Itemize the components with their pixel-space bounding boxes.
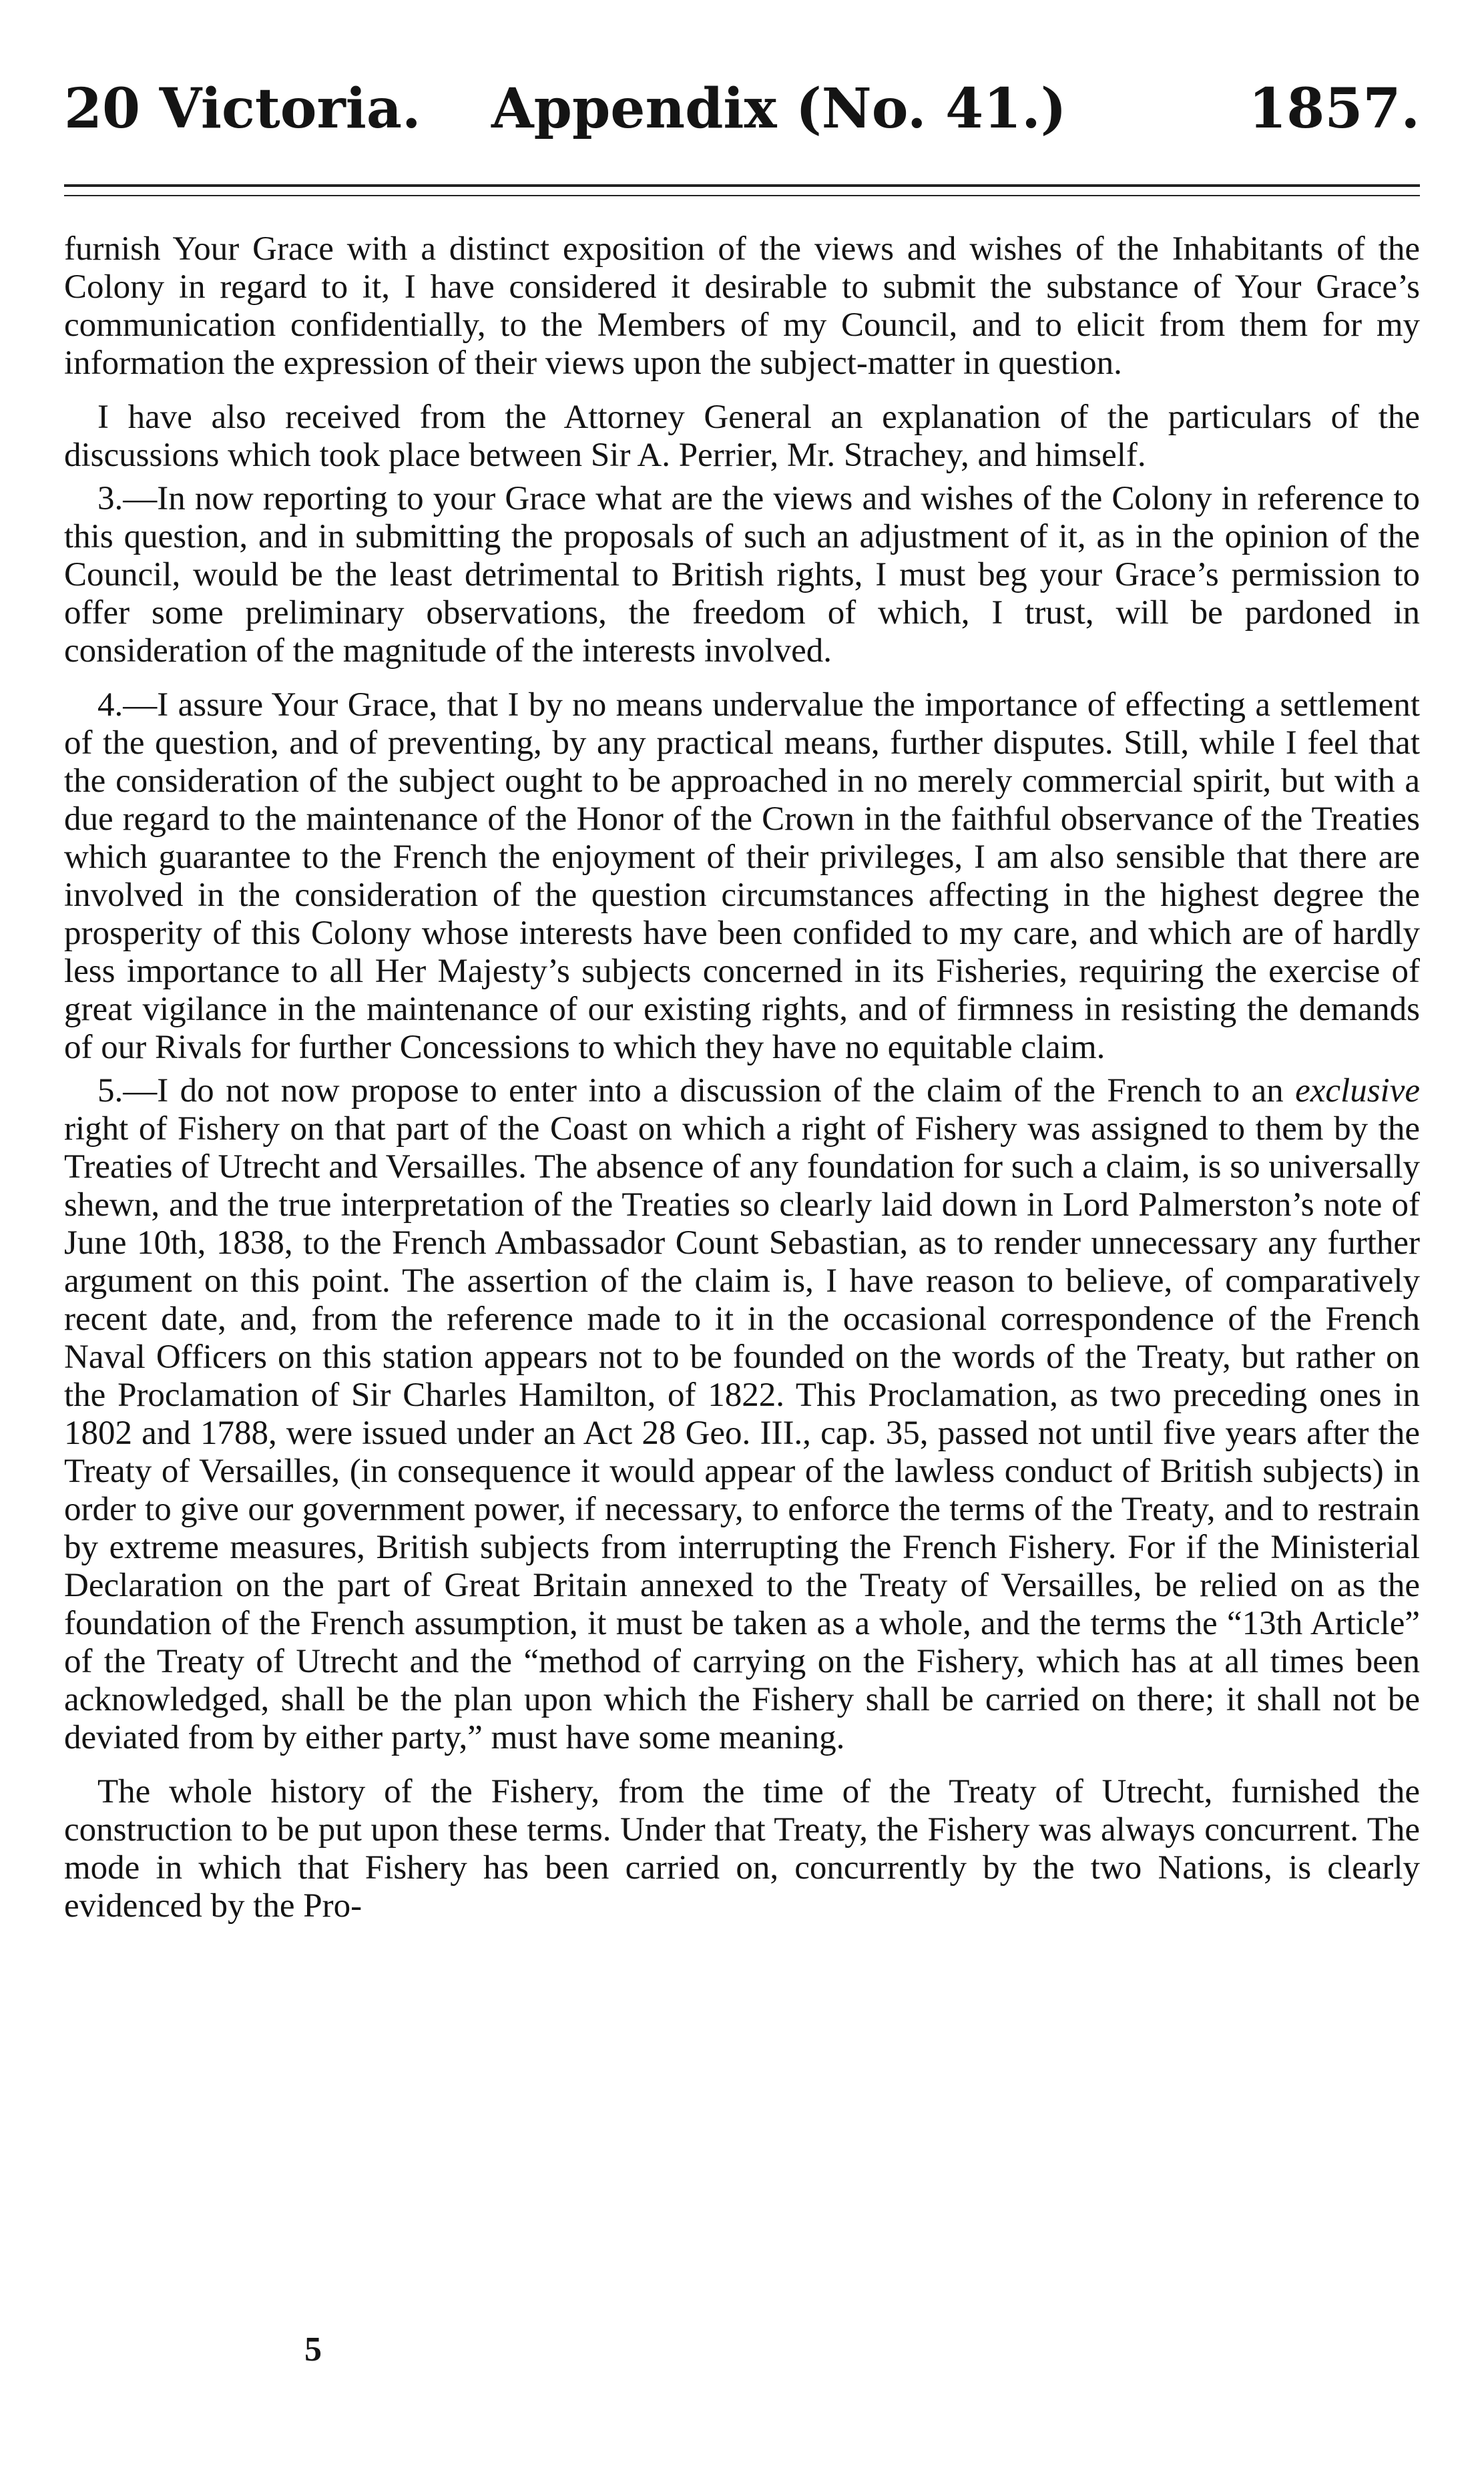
paragraph-5-rest: right of Fishery on that part of the Coast on which a right of Fishery was assigned to them by the Treaties of Utrecht and Versailles. The absence of any foundation for such a claim, is so universally shewn, and the true interpretation of the Treaties so clearly laid down in Lord Palmerston’s note of June 10th, 1838, to the French Ambassador Count Sebastian, as to render unnecessary any further argument on this point. The assertion of the claim is, I have reason to believe, of comparatively recent date, and, from the reference made to it in the occasional correspondence of the French Naval Officers on this station appears not to be founded on the words of the Treaty, but rather on the Proclamation of Sir Charles Hamilton, of 1822. This Proclamation, as two preceding ones in 1802 and 1788, were issued under an Act 28 Geo. III., cap. 35, passed not until five years after the Treaty of Versailles, (in consequence it would appear of the lawless conduct of British subjects) in order to give our government power, if necessary, to enforce the terms of the Treaty, and to restrain by extreme measures, British subjects from interrupting the French Fishery. For if the Ministerial Declaration on the part of Great Britain annexed to the Treaty of Versailles, be relied on as the foundation of the French assumption, it must be taken as a whole, and the terms the “13th Article” of the Treaty of Utrecht and the “method of carrying on the Fishery, which has at all times been acknowledged, shall be the plan upon which the Fishery shall be carried on there; it shall not be deviated from by either party,” must have some meaning. (64, 1110, 1420, 1756)
page-number: 5 (304, 2330, 322, 2369)
year-label: 1857. (1248, 77, 1420, 141)
paragraph-6: The whole history of the Fishery, from the time of the Treaty of Utrecht, furnished the construction to be put upon these terms. Under that Treaty, the Fishery was always concurrent. The mode in which that Fishery has been carried on, concurrently by the two Nations, is clearly evidenced by the Pro- (64, 1773, 1420, 1925)
page-header (64, 72, 1420, 146)
paragraph-3: 3.—In now reporting to your Grace what are the views and wishes of the Colony in reference to this question, and in submitting the proposals of such an adjustment of it, as in the opinion of the Council, would be the least detrimental to British rights, I must beg your Grace’s permission to offer some preliminary observations, the freedom of which, I trust, will be pardoned in consideration of the magnitude of the interests involved. (64, 480, 1420, 670)
paragraph-5-start: 5.—I do not now propose to enter into a discussion of the claim of the French to an (97, 1072, 1296, 1109)
session-label: 20 Victoria. (64, 77, 421, 141)
header-rule-thick (64, 184, 1420, 187)
paragraph-continuation: furnish Your Grace with a distinct exposition of the views and wishes of the Inhabitants of the Colony in regard to it, I have considered it desirable to submit the substance of Your Grace’s communication confidentially, to the Members of my Council, and to elicit from them for my information the expression of their views upon the subject-matter in question. (64, 230, 1420, 382)
paragraph-attorney-general: I have also received from the Attorney General an explanation of the particulars of the discussions which took place between Sir A. Perrier, Mr. Strachey, and himself. (64, 399, 1420, 474)
paragraph-5-italic: exclusive (1295, 1072, 1420, 1109)
header-rule-thin (64, 195, 1420, 196)
paragraph-4: 4.—I assure Your Grace, that I by no means undervalue the importance of effecting a settlement of the question, and of preventing, by any practical means, further disputes. Still, while I feel that the consideration of the subject ought to be approached in no merely commercial spirit, but with a due regard to the maintenance of the Honor of the Crown in the faithful observance of the Treaties which guarantee to the French the enjoyment of their privileges, I am also sensible that there are involved in the consideration of the question circumstances affecting in the highest degree the prosperity of this Colony whose interests have been confided to my care, and which are of hardly less importance to all Her Majesty’s subjects concerned in its Fisheries, requiring the exercise of great vigilance in the maintenance of our existing rights, and of firmness in resisting the demands of our Rivals for further Concessions to which they have no equitable claim. (64, 686, 1420, 1066)
body-text (64, 230, 1420, 1941)
appendix-label: Appendix (No. 41.) (491, 77, 1067, 141)
paragraph-5 (64, 1072, 1420, 1757)
